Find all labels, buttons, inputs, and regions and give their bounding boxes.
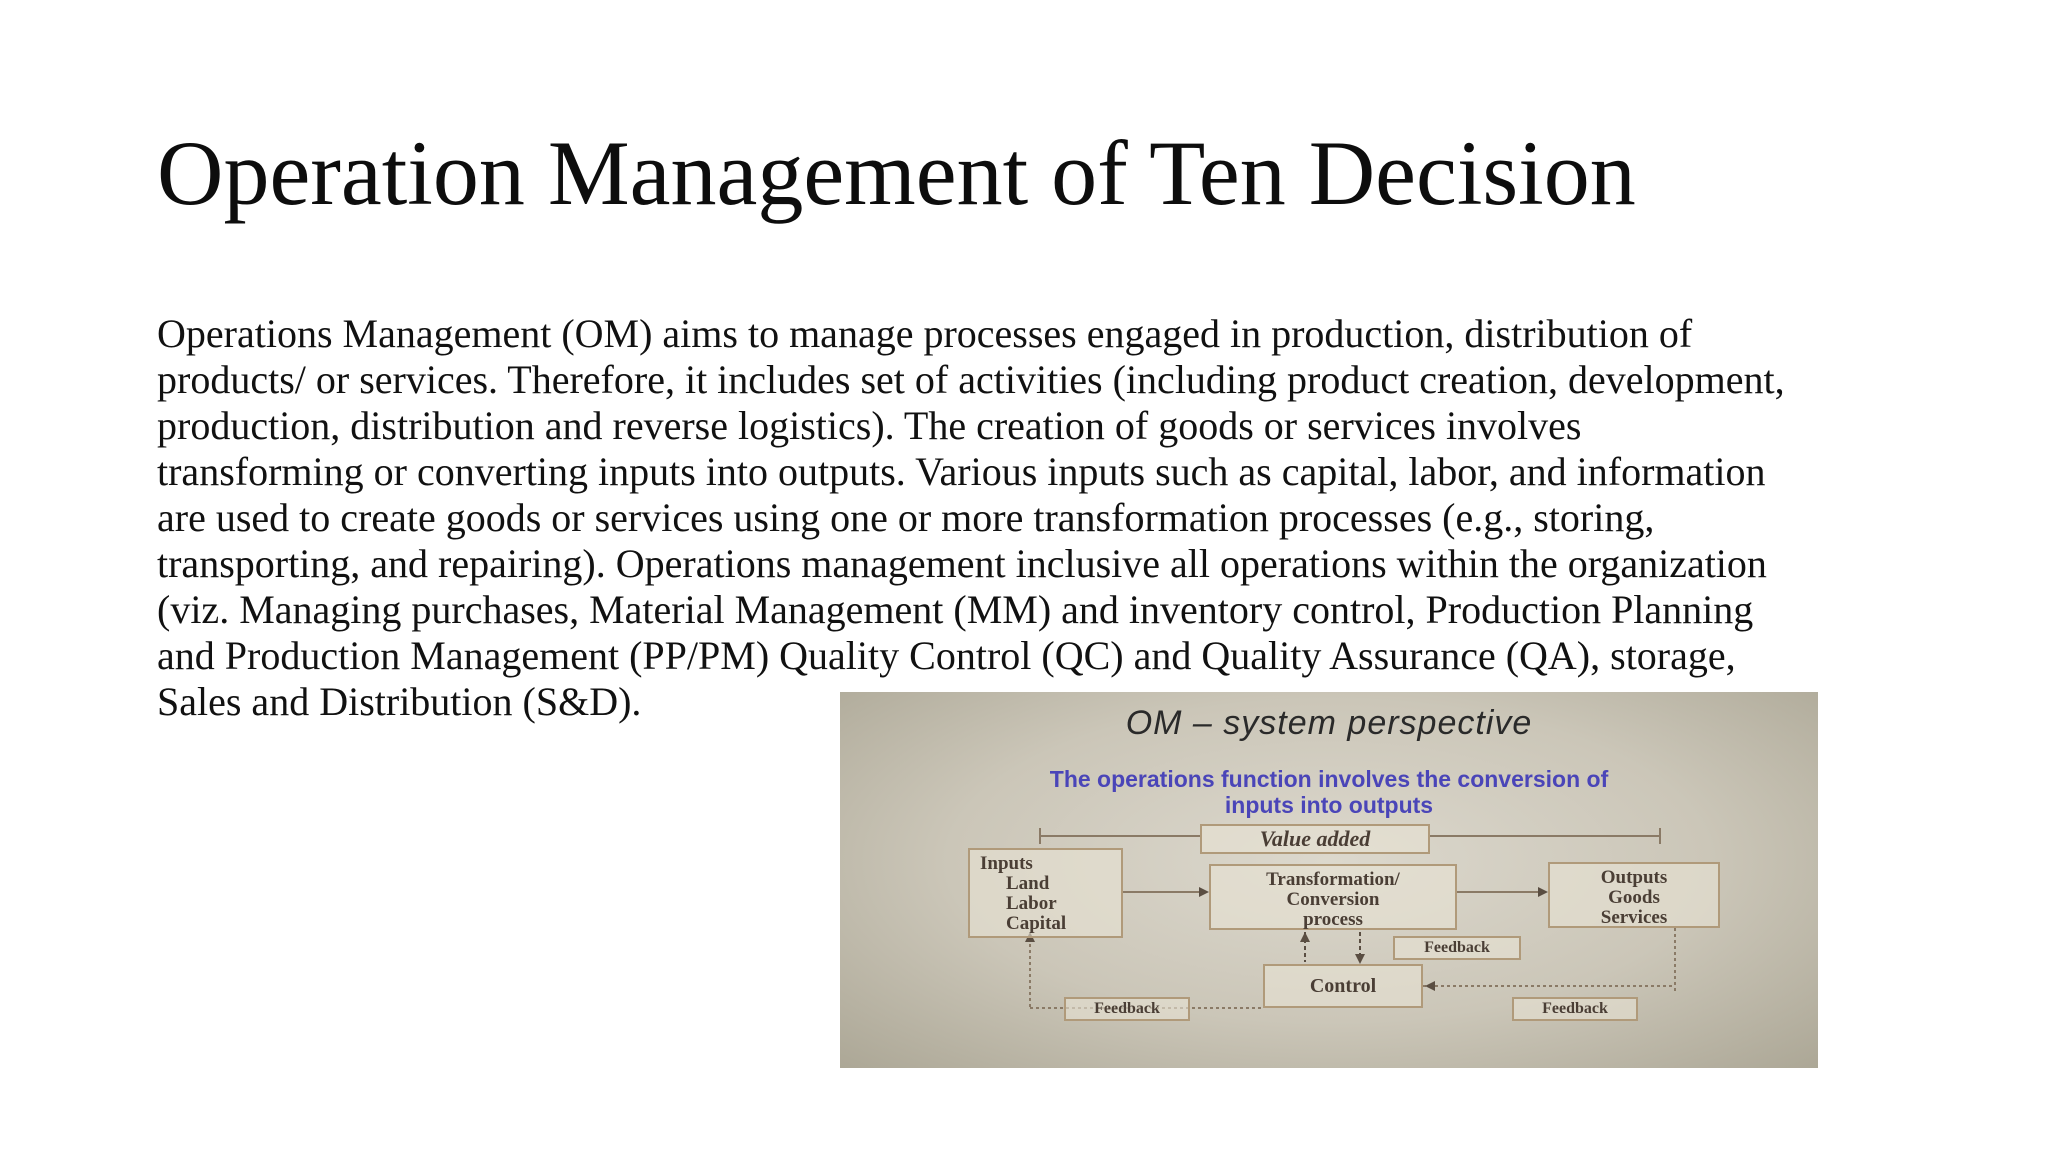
transformation-line: process bbox=[1303, 909, 1363, 930]
value-added-box: Value added bbox=[1200, 824, 1430, 854]
body-line: production, distribution and reverse logistics). The creation of goods or services involves bbox=[157, 403, 1582, 448]
arrow-head bbox=[1425, 981, 1435, 991]
feedback-left-box: Feedback bbox=[1064, 997, 1190, 1021]
body-line: are used to create goods or services using one or more transformation processes (e.g., storing, bbox=[157, 495, 1655, 540]
figure-title: OM – system perspective bbox=[1125, 704, 1533, 742]
figure-subtitle-line: inputs into outputs bbox=[1224, 792, 1434, 818]
arrow-head bbox=[1355, 954, 1365, 964]
transformation-box bbox=[1209, 864, 1457, 930]
body-line: Operations Management (OM) aims to manage processes engaged in production, distribution of bbox=[157, 311, 1693, 356]
outputs-item: Services bbox=[1600, 907, 1668, 928]
body-line: and Production Management (PP/PM) Quality Control (QC) and Quality Assurance (QA), storage, bbox=[157, 633, 1736, 678]
control-box: Control bbox=[1263, 964, 1423, 1008]
slide-title: Operation Management of Ten Decision bbox=[157, 122, 1636, 224]
body-line: (viz. Managing purchases, Material Management (MM) and inventory control, Production Planning bbox=[157, 587, 1754, 632]
inputs-heading: Inputs bbox=[980, 853, 1033, 874]
figure-subtitle bbox=[900, 766, 1758, 818]
feedback-mid-box: Feedback bbox=[1393, 936, 1521, 960]
inputs-item: Labor bbox=[1006, 893, 1057, 914]
inputs-item: Land bbox=[1006, 873, 1050, 894]
arrow-head bbox=[1300, 932, 1310, 942]
om-system-diagram-image bbox=[840, 692, 1818, 1068]
transformation-line: Transformation/ bbox=[1266, 869, 1400, 890]
arrow-head bbox=[1199, 887, 1209, 897]
inputs-box bbox=[968, 848, 1123, 938]
inputs-item: Capital bbox=[1006, 913, 1067, 934]
outputs-heading: Outputs bbox=[1600, 867, 1668, 888]
slide-body bbox=[157, 311, 1927, 725]
feedback-right-box: Feedback bbox=[1512, 997, 1638, 1021]
body-line: transporting, and repairing). Operations management inclusive all operations within the organization bbox=[157, 541, 1767, 586]
outputs-box bbox=[1548, 862, 1720, 928]
body-line: transforming or converting inputs into outputs. Various inputs such as capital, labor, and information bbox=[157, 449, 1766, 494]
transformation-line: Conversion bbox=[1286, 889, 1380, 910]
outputs-item: Goods bbox=[1608, 887, 1660, 908]
arrow-head bbox=[1538, 887, 1548, 897]
body-line: Sales and Distribution (S&D). bbox=[157, 679, 642, 724]
figure-subtitle-line: The operations function involves the conversion of bbox=[1049, 766, 1609, 792]
body-line: products/ or services. Therefore, it includes set of activities (including product creation, development, bbox=[157, 357, 1785, 402]
